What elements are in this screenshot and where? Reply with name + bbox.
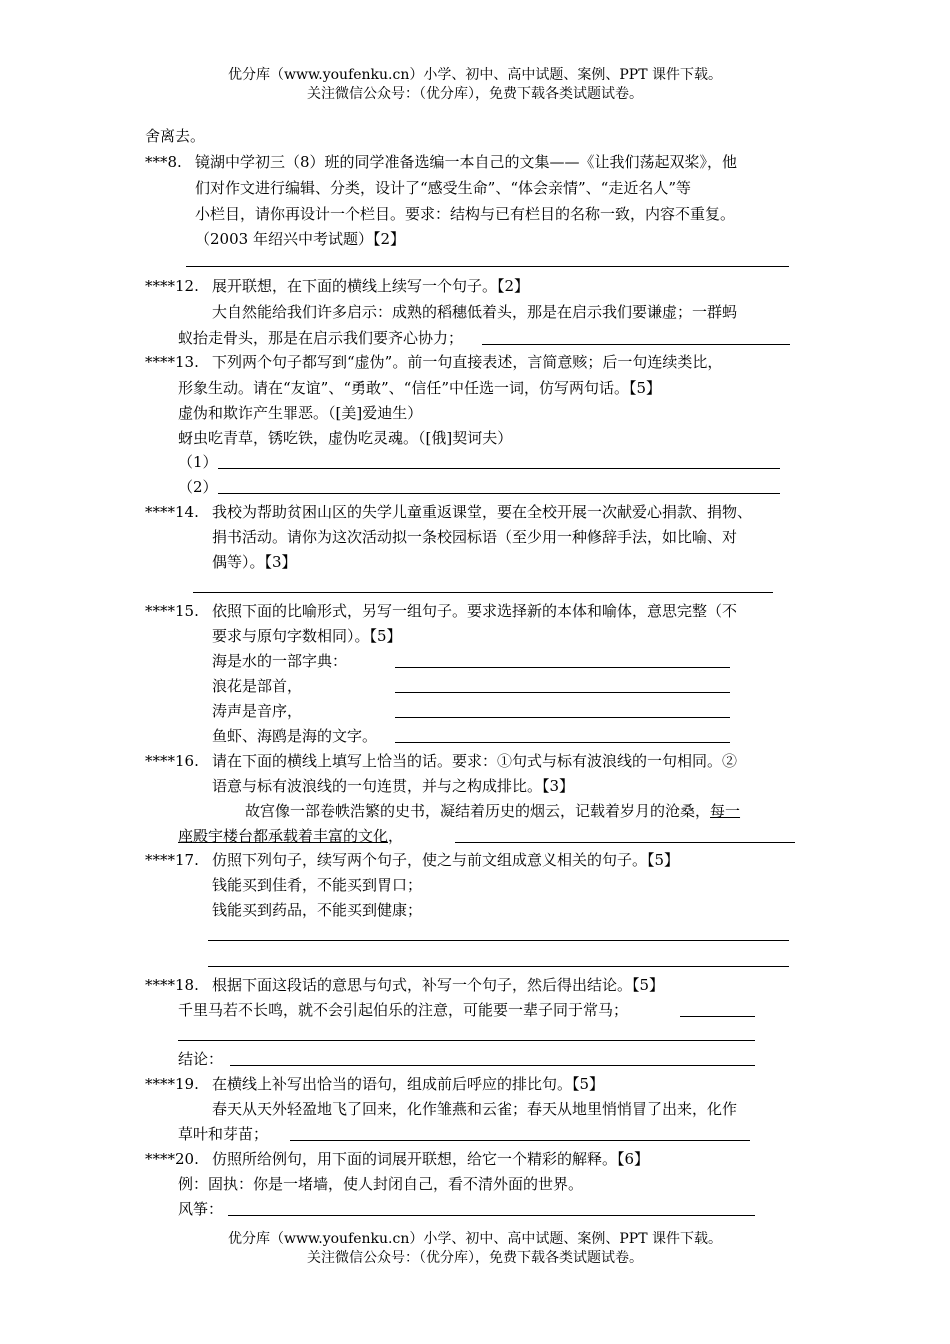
q17-line-1: 仿照下列句子，续写两个句子，使之与前文组成意义相关的句子。【5】 [212, 851, 680, 869]
q19-answer-line[interactable] [290, 1140, 750, 1141]
q14-line-1: 我校为帮助贫困山区的失学儿童重返课堂，要在全校开展一次献爱心捐款、捐物、 [212, 503, 753, 521]
q15-answer-line-3[interactable] [395, 717, 730, 718]
q15-number: ****15. [145, 602, 199, 620]
q14-line-2: 捐书活动。请你为这次活动拟一条校园标语（至少用一种修辞手法，如比喻、对 [212, 528, 738, 546]
q13-answer-label-1: （1） [178, 453, 218, 471]
q16-wavy-end: 座殿宇楼台都承载着丰富的文化 [178, 827, 389, 845]
q17-number: ****17. [145, 851, 199, 869]
q18-conclusion-line[interactable] [230, 1065, 755, 1066]
q19-line-3: 草叶和芽苗； [178, 1125, 269, 1143]
q14-number: ****14. [145, 503, 199, 521]
q12-line-1: 展开联想，在下面的横线上续写一个句子。【2】 [212, 277, 530, 295]
q17-answer-line-2[interactable] [208, 966, 789, 967]
header-line-2: 关注微信公众号：（优分库），免费下载各类试题试卷。 [307, 86, 643, 102]
q12-number: ****12. [145, 277, 199, 295]
q15-answer-line-4[interactable] [395, 742, 730, 743]
q8-number: ***8. [145, 153, 182, 171]
q12-line-2: 大自然能给我们许多启示：成熟的稻穗低着头，那是在启示我们要谦虚；一群蚂 [212, 303, 738, 321]
q17-line-2: 钱能买到佳肴，不能买到胃口； [212, 876, 423, 894]
q15-example-4: 鱼虾、海鸥是海的文字。 [212, 727, 378, 745]
q13-line-2: 形象生动。请在“友谊”、“勇敢”、“信任”中任选一词，仿写两句话。【5】 [178, 379, 662, 397]
q18-answer-line-2[interactable] [178, 1040, 755, 1041]
q18-line-1: 根据下面这段话的意思与句式，补写一个句子，然后得出结论。【5】 [212, 976, 665, 994]
q14-answer-line[interactable] [193, 592, 773, 593]
q14-line-3: 偶等）。【3】 [212, 553, 297, 571]
q15-example-1: 海是水的一部字典： [212, 652, 348, 670]
q18-conclusion-label: 结论： [178, 1050, 224, 1068]
q12-answer-line[interactable] [482, 344, 790, 345]
q15-example-2: 浪花是部首， [212, 677, 303, 695]
q15-line-2: 要求与原句字数相同）。【5】 [212, 627, 402, 645]
q8-answer-line[interactable] [186, 266, 789, 267]
q16-line-4 [178, 826, 403, 846]
q12-line-3: 蚁抬走骨头，那是在启示我们要齐心协力； [178, 329, 464, 347]
q13-line-4: 蚜虫吃青草，锈吃铁，虚伪吃灵魂。（[俄]契诃夫） [178, 429, 513, 447]
q16-line-3 [245, 801, 740, 821]
footer-line-1: 优分库（www.youfenku.cn）小学、初中、高中试题、案例、PPT 课件下载。 [227, 1231, 722, 1247]
q13-line-1: 下列两个句子都写到“虚伪”。前一句直接表述，言简意赅；后一句连续类比， [212, 353, 723, 371]
q17-answer-line-1[interactable] [208, 940, 789, 941]
header-line-1: 优分库（www.youfenku.cn）小学、初中、高中试题、案例、PPT 课件下载。 [227, 67, 722, 83]
q20-example: 例：固执：你是一堵墙，使人封闭自己，看不清外面的世界。 [178, 1175, 584, 1193]
q8-line-3: 小栏目，请你再设计一个栏目。要求：结构与已有栏目的名称一致，内容不重复。 [195, 205, 736, 223]
q13-answer-line-1[interactable] [218, 468, 780, 469]
q13-line-3: 虚伪和欺诈产生罪恶。（[美]爱迪生） [178, 404, 423, 422]
q8-line-2: 们对作文进行编辑、分类，设计了“感受生命”、“体会亲情”、“走近名人”等 [195, 179, 692, 197]
q20-answer-label: 风筝： [178, 1200, 224, 1218]
footer-line-2: 关注微信公众号：（优分库），免费下载各类试题试卷。 [307, 1250, 643, 1266]
q16-line-3-text: 故宫像一部卷帙浩繁的史书，凝结着历史的烟云，记载着岁月的沧桑， [245, 802, 711, 820]
q20-number: ****20. [145, 1150, 199, 1168]
q13-answer-line-2[interactable] [218, 493, 780, 494]
q13-answer-label-2: （2） [178, 478, 218, 496]
q15-answer-line-2[interactable] [395, 692, 730, 693]
q20-answer-line[interactable] [228, 1215, 755, 1216]
q15-example-3: 涛声是音序， [212, 702, 303, 720]
q15-answer-line-1[interactable] [395, 667, 730, 668]
q19-number: ****19. [145, 1075, 199, 1093]
q17-line-3: 钱能买到药品，不能买到健康； [212, 901, 423, 919]
q16-wavy-start: 每一 [710, 802, 741, 820]
q15-line-1: 依照下面的比喻形式，另写一组句子。要求选择新的本体和喻体，意思完整（不 [212, 602, 738, 620]
leftover-text: 舍离去。 [145, 127, 206, 145]
q19-line-2: 春天从天外轻盈地飞了回来，化作雏燕和云雀；春天从地里悄悄冒了出来，化作 [212, 1100, 738, 1118]
q18-answer-line-1[interactable] [680, 1016, 755, 1017]
q18-line-2: 千里马若不长鸣，就不会引起伯乐的注意，可能要一辈子同于常马； [178, 1001, 629, 1019]
q16-line-2: 语意与标有波浪线的一句连贯，并与之构成排比。【3】 [212, 777, 575, 795]
q16-number: ****16. [145, 752, 199, 770]
q13-number: ****13. [145, 353, 199, 371]
q16-answer-line[interactable] [455, 842, 795, 843]
q20-line-1: 仿照所给例句，用下面的词展开联想，给它一个精彩的解释。【6】 [212, 1150, 650, 1168]
q8-line-1: 镜湖中学初三（8）班的同学准备选编一本自己的文集——《让我们荡起双桨》，他 [195, 153, 738, 171]
q8-line-4: （2003 年绍兴中考试题）【2】 [195, 230, 405, 248]
q16-line-4-comma: ， [388, 827, 404, 845]
q19-line-1: 在横线上补写出恰当的语句，组成前后呼应的排比句。【5】 [212, 1075, 605, 1093]
q16-line-1: 请在下面的横线上填写上恰当的话。要求：①句式与标有波浪线的一句相同。② [212, 752, 738, 770]
q18-number: ****18. [145, 976, 199, 994]
